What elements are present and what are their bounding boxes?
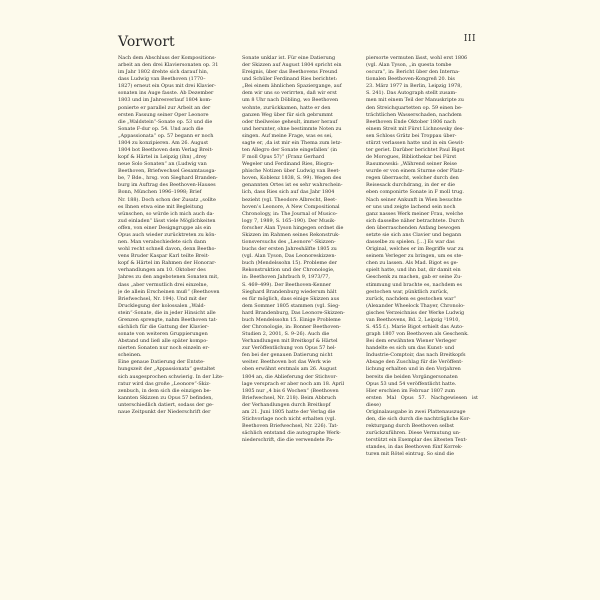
section-heading: Vorwort xyxy=(118,34,175,50)
column-text: piersorte vermuten lässt, wohl erst 1806 (vgl. Alan Tyson, „in questa tombe oscura“, in: Bericht über den Interna- tionalen Beethoven-Kongreß 20. bis 23. März 1977 in Berlin, Leipzig 1978, S. 241). Das Autograph stellt zusam- men mit einem Teil der Manuskripte zu den Streichquartetten op. 59 einen be- trächtlichen Wasserschaden, nachdem Beethoven Ende Oktober 1806 nach einem Streit mit Fürst Lichnowsky des- sen Schloss Grätz bei Troppau über- stürzt verlassen hatte und in ein Gewit- ter geriet. Darüber berichtet Paul Bigot de Morogues, Bibliothekar bei Fürst Rasumowski: „Während seiner Reise wurde er von einem Sturme oder Platz- regen überrascht, welcher durch den Reisesack durchdrang, in der er die eben componirte Sonate in F moll trug. Nach seiner Ankunft in Wien besuchte er uns und zeigte lachend sein noch ganz nasses Werk meiner Frau, welche sich dasselbe näher betrachtete. Durch den überraschenden Anfang bewogen setzte sie sich ans Clavier und begann dasselbe zu spielen. […] Es war das Original, welches er im Begriffe war zu seinem Verleger zu bringen, um es ste- chen zu lassen. Als Mad. Bigot es ge- spielt hatte, und ihn bat, dir damit ein Geschenk zu machen, gab er seine Zu- stimmung und brachte es, nachdem es gestochen war, pünktlich zurück, zurück, nachdem es gestochen war“ (Alexander Wheelock Thayer, Chronolo- gisches Verzeichniss der Werke Ludwig van Beethovens, Bd. 2, Leipzig ¹1910, S. 455 f.). Marie Bigot erhielt das Auto- graph 1807 von Beethoven als Geschenk. Bei dem erwähnten Wiener Verleger handelte es sich um das Kunst- und Industrie-Comptoir, das nach Breitkopfs Absage den Zuschlag für die Veröffent- lichung erhalten und in den Vorjahren bereits die beiden Vorgängersonaten Opus 53 und 54 veröffentlicht hatte. Hier erschien im Februar 1807 zum ersten Mal Opus 57. Nachgewiesen ist diese) Originalausgabe in zwei Plattenauszuge den, die sich durch die nachträgliche Kor- rekturgang durch Beethoven selbst zurückzuführen. Diese Vermutung un- terstützt ein Exemplar des ältesten Text- standes, in das Beethoven fünf Korrek- turen mit Rötel eintrug. So sind die xyxy=(366,55,478,458)
text-column-left xyxy=(118,55,230,575)
text-columns xyxy=(118,55,478,575)
text-column-middle xyxy=(242,55,354,575)
column-text: Sonate unklar ist. Für eine Datierung der Skizzen auf August 1804 spricht ein Ereignis, über das Beethovens Freund und Schüler Ferdinand Ries berichtet: „Bei einem ähnlichen Spaziergange, auf dem wir uns so verirrten, daß wir erst um 8 Uhr nach Döbling, wo Beethoven wohnte, zurückkamen, hatte er den ganzen Weg über für sich gebrummt oder theilweise geheult, immer herauf und herunter, ohne bestimmte Noten zu singen. Auf meine Frage, was es sei, sagte er, ‚da ist mir ein Thema zum letz- ten Allegro der Sonate eingefallen‘ (in F moll Opus 57)“ (Franz Gerhard Wegeler und Ferdinand Ries, Biogra- phische Notizen über Ludwig van Beet- hoven, Koblenz 1838, S. 99). Wegen des genannten Ortes ist es sehr wahrschein- lich, dass Ries sich auf das Jahr 1804 bezieht (vgl. Theodore Albrecht, Beet- hoven’s Leonore, A New Compositional Chronology, in: The Journal of Musico- logy 7, 1989, S. 165–190). Der Musik- forscher Alan Tyson hingegen ordnet die Skizzen im Rahmen seines Rekonstruk- tionsversuchs des „Leonore“-Skizzen- buchs der ersten Jahreshälfte 1805 zu (vgl. Alan Tyson, Das Leonoreskizzen- buch (Mendelssohn 15). Probleme der Rekonstruktion und der Chronologie, in: Beethoven Jahrbuch 9, 1973/77, S. 469–499). Der Beethoven-Kenner Sieghard Brandenburg wiederum hält es für möglich, dass einige Skizzen aus dem Sommer 1805 stammen (vgl. Sieg- hard Brandenburg, Das Leonore-Skizzen- buch Mendelssohn 15. Einige Probleme der Chronologie, in: Bonner Beethoven- Studien 2, 2001, S. 9–26). Auch die Verhandlungen mit Breitkopf & Härtel zur Veröffentlichung von Opus 57 hel- fen bei der genauen Datierung nicht weiter. Beethoven bot das Werk wie oben erwähnt erstmals am 26. August 1804 an, die Ablieferung der Stichvor- lage versprach er aber noch am 18. April 1805 nur „4 bis 6 Wochen“ (Beethoven Briefwechsel, Nr. 218). Beim Abbruch der Verhandlungen durch Breitkopf am 21. Juni 1805 hatte der Verlag die Stichvorlage noch nicht erhalten (vgl. Beethoven Briefwechsel, Nr. 226). Tat- sächlich entstand die autographe Werk- niederschrift, die die verwendete Pa- xyxy=(242,55,345,444)
column-text: Nach dem Abschluss der Kompositions- arbeit an den drei Klaviersonaten op. 31 im Jahr 1802 drehte sich darauf hin, dass Ludwig van Beethoven (1770– 1827) erneut ein Opus mit drei Klavier- sonaten ins Auge fasste. Ab Dezember 1803 und im Jahresverlauf 1804 kom- ponierte er parallel zur Arbeit an der ersten Fassung seiner Oper Leonore die „Waldstein“-Sonate op. 53 und die Sonate F-dur op. 54. Und auch die „Appassionata“ op. 57 begann er noch 1804 zu konzipieren. Am 26. August 1804 bot Beethoven dem Verlag Breit- kopf & Härtel in Leipzig (ihn) „drey neue Solo Sonaten“ an (Ludwig van Beethoven, Briefwechsel Gesamtausga- be, 7 Bde., hrsg. von Sieghard Branden- burg im Auftrag des Beethoven-Hauses Bonn, München 1996–1998; Brief Nr. 188). Doch schon der Zusatz „sollte es Ihnen etwa eine mit Begleitung wünschen, so würde ich mich auch da- zud einladen“ lässt viele Möglichkeiten offen, von einer Designgruppe als ein Opus auch wieder zurücktreten zu kön- nen. Man verabschiedete sich dann wohl recht schnell davon, denn Beetho- vens Bruder Kaspar Karl teilte Breit- kopf & Härtel im Rahmen der Honorar- verhandlungen am 10. Oktober des Jahres zu den angebotenen Sonaten mit, dass „aber vermutlich drei einzelne, je de allein Erscheinen muß“ (Beethoven Briefwechsel, Nr. 194). Und mit der Drucklegung der kolossalen „Wald- stein“-Sonate, die in jeder Hinsicht alle Grenzen sprengte, nahm Beethoven tat- sächlich für die Gattung der Klavier- sonate von weiteren Gruppierungen Abstand und ließ alle später kompo- nierten Sonaten nur noch einzeln er- scheinen. Eine genaue Datierung der Entste- hungszeit der „Appassionata“ gestaltet sich ausgesprochen schwierig. In der Lite- ratur wird das große „Leonore“-Skiz- zenbuch, in dem sich die einzigen be- kannten Skizzen zu Opus 57 befinden, unterschiedlich datiert, sodass der ge- naue Zeitpunkt der Niederschrift der xyxy=(118,55,224,415)
text-column-right xyxy=(366,55,478,575)
page-number: III xyxy=(463,34,476,44)
